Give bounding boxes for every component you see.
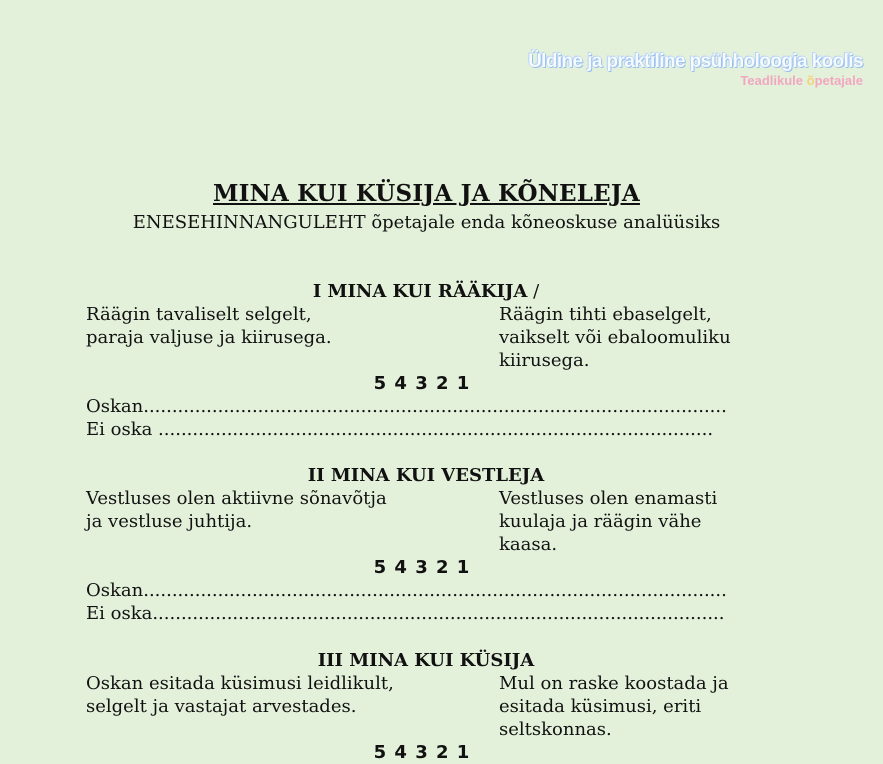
descriptor-line: Räägin tavaliselt selgelt, [86, 304, 312, 325]
descriptor-line: Oskan esitada küsimusi leidlikult, [86, 673, 394, 694]
section-heading: II MINA KUI VESTLEJA [307, 465, 545, 486]
logo-subtitle-part: petajale [814, 73, 863, 88]
logo-title: Üldine ja praktiline psühholoogia koolis [528, 51, 863, 72]
section-conversationalist [86, 464, 766, 625]
section-heading-text: I MINA KUI RÄÄKIJA [312, 281, 528, 302]
section-heading [86, 280, 766, 303]
logo-subtitle [528, 74, 863, 88]
descriptor-line: vaikselt või ebaloomuliku [499, 327, 731, 348]
descriptor-row [86, 487, 766, 556]
descriptor-line: selgelt ja vastajat arvestades. [86, 696, 357, 717]
descriptor-line: seltskonnas. [499, 719, 612, 740]
descriptor-line: ja vestluse juhtija. [86, 511, 253, 532]
rating-scale: 5 4 3 2 1 [373, 557, 471, 578]
descriptor-line: kuulaja ja räägin vähe [499, 511, 702, 532]
descriptor-negative [499, 672, 766, 741]
descriptor-positive [86, 487, 499, 556]
descriptor-positive [86, 672, 499, 741]
descriptor-row [86, 672, 766, 741]
descriptor-line: Mul on raske koostada ja [499, 673, 729, 694]
answer-line-cannot[interactable]: Ei oska ................................................................................................. [86, 419, 714, 440]
descriptor-line: kiirusega. [499, 350, 590, 371]
text-cursor: / [527, 281, 540, 302]
descriptor-line: Räägin tihti ebaselgelt, [499, 304, 712, 325]
descriptor-line: Vestluses olen enamasti [499, 488, 718, 509]
descriptor-line: kaasa. [499, 534, 558, 555]
descriptor-negative [499, 487, 766, 556]
section-heading: III MINA KUI KÜSIJA [317, 650, 535, 671]
descriptor-line: esitada küsimusi, eriti [499, 696, 702, 717]
answer-line-can[interactable]: Oskan...................................................................................................... [86, 580, 727, 601]
rating-scale: 5 4 3 2 1 [373, 742, 471, 763]
answer-line-can[interactable]: Oskan...................................................................................................... [86, 396, 727, 417]
descriptor-negative [499, 303, 766, 372]
logo-subtitle-part: õ [806, 73, 815, 88]
answer-line-cannot[interactable]: Ei oska.................................................................................................... [86, 603, 725, 624]
descriptor-line: Vestluses olen aktiivne sõnavõtja [86, 488, 387, 509]
section-speaker [86, 280, 766, 441]
descriptor-row [86, 303, 766, 372]
logo [528, 50, 863, 88]
section-questioner [86, 649, 766, 764]
document-title: MINA KUI KÜSIJA JA KÕNELEJA [213, 180, 640, 207]
descriptor-line: paraja valjuse ja kiirusega. [86, 327, 332, 348]
descriptor-positive [86, 303, 499, 372]
logo-subtitle-part: Teadlikule [740, 73, 807, 88]
document-subtitle: ENESEHINNANGULEHT õpetajale enda kõneoskuse analüüsiks [132, 212, 721, 233]
rating-scale: 5 4 3 2 1 [373, 373, 471, 394]
